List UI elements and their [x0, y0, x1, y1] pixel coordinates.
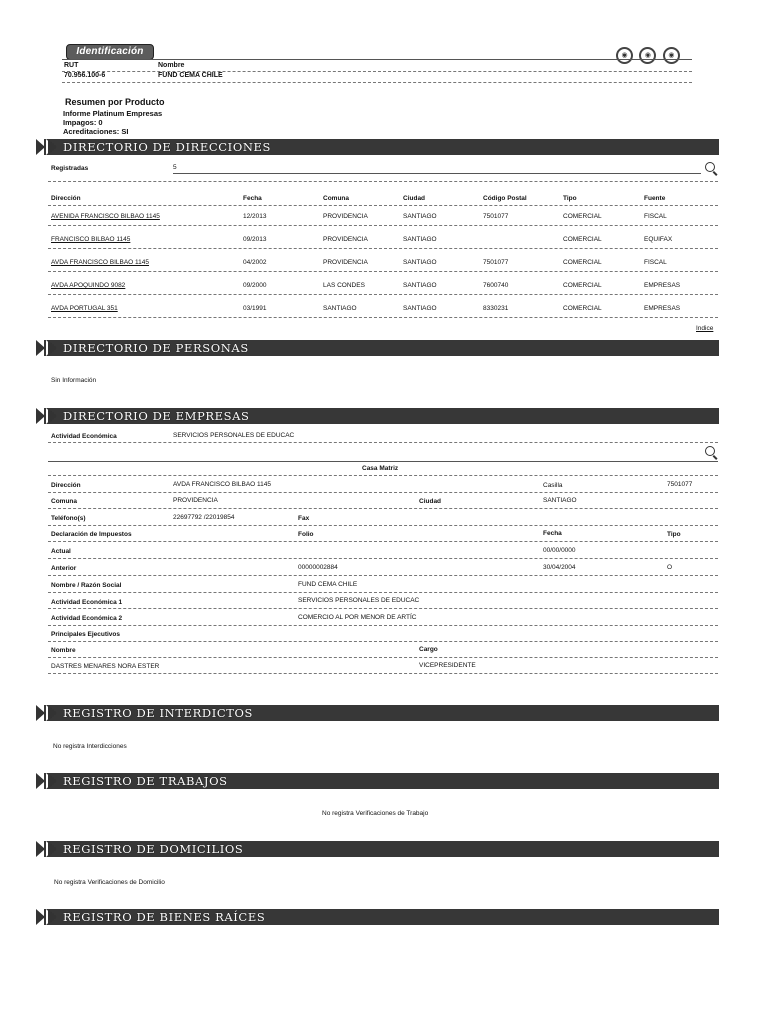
comuna-value: PROVIDENCIA	[173, 497, 218, 504]
section-title-bienes-raices: REGISTRO DE BIENES RAÍCES	[63, 910, 266, 924]
table-cell: COMERCIAL	[563, 213, 602, 220]
ejecutivos-label: Principales Ejecutivos	[51, 631, 121, 638]
col-ciudad: Ciudad	[403, 195, 426, 202]
registradas-label: Registradas	[51, 165, 89, 172]
col-direccion: Dirección	[51, 195, 81, 202]
empresas-rule-4	[48, 492, 718, 493]
table-cell[interactable]: AVENIDA FRANCISCO BILBAO 1145	[51, 213, 160, 220]
section-banner-interdictos	[36, 705, 719, 721]
row-divider	[48, 294, 718, 295]
table-cell: 12/2013	[243, 213, 267, 220]
section-title-trabajos: REGISTRO DE TRABAJOS	[63, 774, 228, 788]
table-cell: 03/1991	[243, 305, 267, 312]
table-cell: 09/2000	[243, 282, 267, 289]
col-codigo-postal: Código Postal	[483, 195, 527, 202]
fecha-label: Fecha	[543, 530, 562, 537]
empresas-rule-9	[48, 575, 718, 576]
section-title-domicilios: REGISTRO DE DOMICILIOS	[63, 842, 244, 856]
rut-label: RUT	[64, 62, 79, 69]
table-cell: 09/2013	[243, 236, 267, 243]
actividad-value: SERVICIOS PERSONALES DE EDUCAC	[173, 432, 295, 439]
actual-fecha: 00/00/0000	[543, 547, 576, 554]
actividad-1-value: SERVICIOS PERSONALES DE EDUCAC	[298, 597, 420, 604]
table-cell: 7600740	[483, 282, 509, 289]
row-divider	[48, 225, 718, 226]
personas-text: Sin Información	[51, 377, 97, 384]
table-cell: PROVIDENCIA	[323, 236, 368, 243]
header-icons	[616, 44, 682, 64]
section-banner-trabajos	[36, 773, 719, 789]
empresas-rule-2	[48, 461, 718, 462]
table-cell: COMERCIAL	[563, 259, 602, 266]
empresas-rule-8	[48, 558, 718, 559]
direcciones-header-rule	[48, 205, 718, 206]
table-cell: PROVIDENCIA	[323, 213, 368, 220]
table-cell: 04/2002	[243, 259, 267, 266]
nombre-label: Nombre	[158, 62, 185, 69]
col-tipo: Tipo	[563, 195, 577, 202]
summary-line-3: Acreditaciones: SI	[63, 127, 129, 136]
table-cell: 7501077	[483, 213, 509, 220]
empresas-rule-6	[48, 525, 718, 526]
empresas-rule-1	[48, 442, 718, 443]
anterior-folio: 00000002884	[298, 564, 338, 571]
table-cell: LAS CONDES	[323, 282, 365, 289]
tipo-label: Tipo	[667, 531, 681, 538]
ejecutivo-nombre: DASTRES MENARES NORA ESTER	[51, 663, 160, 670]
col-fuente: Fuente	[644, 195, 666, 202]
section-title-personas: DIRECTORIO DE PERSONAS	[63, 341, 249, 355]
empresas-rule-13	[48, 641, 718, 642]
section-banner-bienes-raices	[36, 909, 719, 925]
telefono-value: 22697792 /22019854	[173, 514, 235, 521]
ciudad-value: SANTIAGO	[543, 497, 577, 504]
header-divider	[62, 71, 692, 72]
row-divider	[48, 248, 718, 249]
ejecutivo-cargo-label: Cargo	[419, 646, 438, 653]
domicilios-text: No registra Verificaciones de Domicilio	[54, 879, 165, 886]
telefono-label: Teléfono(s)	[51, 515, 86, 522]
section-banner-empresas	[36, 408, 719, 424]
casilla-value: 7501077	[667, 481, 693, 488]
empresas-rule-15	[48, 673, 718, 674]
table-cell: COMERCIAL	[563, 236, 602, 243]
search-icon[interactable]	[705, 162, 719, 176]
table-cell: FISCAL	[644, 259, 667, 266]
empresas-rule-14	[48, 657, 718, 658]
table-cell: 8330231	[483, 305, 509, 312]
empresas-rule-3	[48, 475, 718, 476]
summary-line-1: Informe Platinum Empresas	[63, 109, 163, 118]
folio-label: Folio	[298, 531, 314, 538]
razon-social-value: FUND CEMA CHILE	[298, 581, 358, 588]
direccion-label: Dirección	[51, 482, 81, 489]
empresas-rule-11	[48, 608, 718, 609]
table-cell: SANTIAGO	[403, 305, 437, 312]
razon-social-label: Nombre / Razón Social	[51, 582, 122, 589]
table-cell: EMPRESAS	[644, 282, 681, 289]
mail-icon[interactable]: ◉	[663, 47, 680, 64]
row-divider	[48, 271, 718, 272]
identificacion-badge: Identificación	[66, 44, 154, 60]
anterior-tipo: O	[667, 564, 673, 571]
actividad-2-label: Actividad Económica 2	[51, 615, 123, 622]
direcciones-rule	[48, 181, 718, 182]
ejecutivo-nombre-label: Nombre	[51, 647, 76, 654]
print-icon[interactable]: ◉	[616, 47, 633, 64]
section-title-empresas: DIRECTORIO DE EMPRESAS	[63, 409, 250, 423]
table-cell: SANTIAGO	[403, 259, 437, 266]
header-divider-bottom	[62, 82, 692, 83]
table-cell: COMERCIAL	[563, 305, 602, 312]
registradas-underline	[173, 173, 701, 174]
empresas-rule-10	[48, 592, 718, 593]
anterior-fecha: 30/04/2004	[543, 564, 576, 571]
table-cell[interactable]: AVDA FRANCISCO BILBAO 1145	[51, 259, 150, 266]
actual-label: Actual	[51, 548, 71, 555]
table-cell: SANTIAGO	[403, 282, 437, 289]
header-rule	[62, 59, 692, 60]
table-cell: EQUIFAX	[644, 236, 673, 243]
table-cell: COMERCIAL	[563, 282, 602, 289]
indice-link[interactable]: Indice	[696, 325, 714, 332]
col-comuna: Comuna	[323, 195, 349, 202]
casilla-label: Casilla	[543, 482, 563, 489]
section-title-interdictos: REGISTRO DE INTERDICTOS	[63, 706, 254, 720]
table-cell: SANTIAGO	[403, 236, 437, 243]
empresas-rule-7	[48, 541, 718, 542]
fax-label: Fax	[298, 515, 310, 522]
row-divider	[48, 317, 718, 318]
comuna-label: Comuna	[51, 498, 77, 505]
table-cell[interactable]: AVDA PORTUGAL 351	[51, 305, 118, 312]
save-icon[interactable]: ◉	[639, 47, 656, 64]
empresas-rule-5	[48, 508, 718, 509]
ciudad-label: Ciudad	[419, 498, 442, 505]
table-cell[interactable]: AVDA APOQUINDO 9082	[51, 282, 126, 289]
table-cell: EMPRESAS	[644, 305, 681, 312]
actividad-1-label: Actividad Económica 1	[51, 599, 123, 606]
section-banner-domicilios	[36, 841, 719, 857]
ejecutivo-cargo: VICEPRESIDENTE	[419, 662, 476, 669]
table-cell: SANTIAGO	[403, 213, 437, 220]
casa-matriz-label: Casa Matriz	[362, 465, 399, 472]
actividad-2-value: COMERCIO AL POR MENOR DE ARTÍC	[298, 614, 417, 621]
summary-title: Resumen por Producto	[65, 97, 165, 107]
table-cell: 7501077	[483, 259, 509, 266]
section-banner-personas	[36, 340, 719, 356]
declaracion-label: Declaración de Impuestos	[51, 531, 132, 538]
table-cell: PROVIDENCIA	[323, 259, 368, 266]
table-cell: SANTIAGO	[323, 305, 357, 312]
anterior-label: Anterior	[51, 565, 77, 572]
section-banner-direcciones	[36, 139, 719, 155]
section-title-direcciones: DIRECTORIO DE DIRECCIONES	[63, 140, 271, 154]
interdictos-text: No registra Interdicciones	[53, 743, 127, 750]
nombre-value: FUND CEMA CHILE	[158, 72, 223, 79]
actividad-label: Actividad Económica	[51, 433, 117, 440]
search-icon-empresas[interactable]	[705, 446, 719, 460]
summary-line-2: Impagos: 0	[63, 118, 103, 127]
empresas-rule-12	[48, 625, 718, 626]
rut-value: 70.956.100-6	[64, 72, 106, 79]
table-cell[interactable]: FRANCISCO BILBAO 1145	[51, 236, 131, 243]
col-fecha: Fecha	[243, 195, 262, 202]
registradas-value: 5	[173, 164, 177, 171]
direccion-value: AVDA FRANCISCO BILBAO 1145	[173, 481, 272, 488]
table-cell: FISCAL	[644, 213, 667, 220]
trabajos-text: No registra Verificaciones de Trabajo	[322, 810, 429, 817]
